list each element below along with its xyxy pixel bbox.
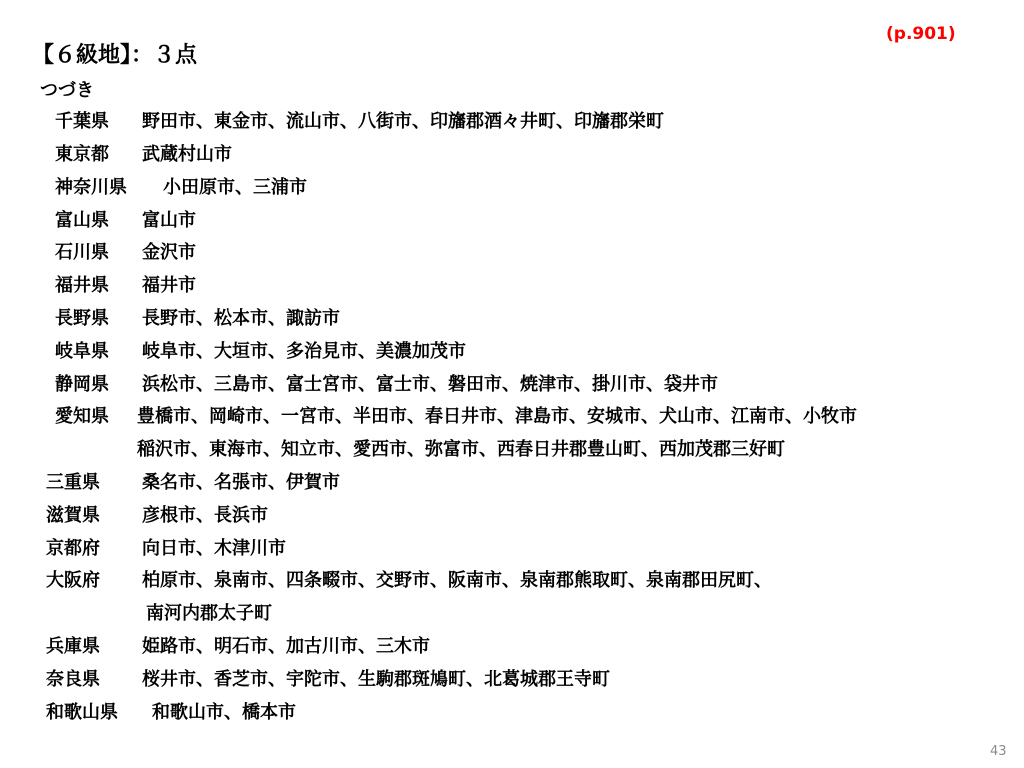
city-list: 野田市、東金市、流山市、八街市、印旛郡酒々井町、印旛郡栄町 (142, 111, 664, 132)
prefecture-name: 奈良県 (46, 669, 100, 690)
prefecture-name: 和歌山県 (46, 702, 118, 723)
city-list: 和歌山市、橋本市 (152, 702, 296, 723)
prefecture-name: 長野県 (55, 308, 109, 329)
city-list: 金沢市 (142, 242, 196, 263)
prefecture-name: 滋賀県 (46, 505, 100, 526)
city-list: 彦根市、長浜市 (142, 505, 268, 526)
prefecture-name: 石川県 (55, 242, 109, 263)
prefecture-name: 福井県 (55, 275, 109, 296)
city-list: 小田原市、三浦市 (163, 177, 307, 198)
prefecture-name: 三重県 (46, 472, 100, 493)
city-list: 富山市 (142, 210, 196, 231)
city-list: 桜井市、香芝市、宇陀市、生駒郡斑鳩町、北葛城郡王寺町 (142, 669, 610, 690)
prefecture-name: 富山県 (55, 210, 109, 231)
section-heading: 【６級地】：３点 (32, 43, 198, 68)
prefecture-name: 岐阜県 (55, 341, 109, 362)
prefecture-name: 大阪府 (46, 570, 100, 591)
continued-label: つづき (40, 80, 94, 101)
city-list: 柏原市、泉南市、四条畷市、交野市、阪南市、泉南郡熊取町、泉南郡田尻町、 (142, 570, 772, 591)
prefecture-name: 愛知県 (55, 406, 109, 427)
city-list: 福井市 (142, 275, 196, 296)
city-list: 稲沢市、東海市、知立市、愛西市、弥富市、西春日井郡豊山町、西加茂郡三好町 (137, 439, 785, 460)
city-list: 武蔵村山市 (142, 144, 232, 165)
city-list: 姫路市、明石市、加古川市、三木市 (142, 636, 430, 657)
city-list: 桑名市、名張市、伊賀市 (142, 472, 340, 493)
city-list: 向日市、木津川市 (142, 538, 286, 559)
prefecture-name: 静岡県 (55, 374, 109, 395)
page-reference: (p.901) (886, 24, 956, 44)
prefecture-name: 神奈川県 (55, 177, 127, 198)
slide-number: 43 (990, 744, 1007, 759)
city-list: 豊橋市、岡崎市、一宮市、半田市、春日井市、津島市、安城市、犬山市、江南市、小牧市 (137, 406, 857, 427)
city-list: 南河内郡太子町 (146, 603, 272, 624)
prefecture-name: 東京都 (55, 144, 109, 165)
city-list: 岐阜市、大垣市、多治見市、美濃加茂市 (142, 341, 466, 362)
city-list: 長野市、松本市、諏訪市 (142, 308, 340, 329)
prefecture-name: 千葉県 (55, 111, 109, 132)
prefecture-name: 京都府 (46, 538, 100, 559)
prefecture-name: 兵庫県 (46, 636, 100, 657)
city-list: 浜松市、三島市、富士宮市、富士市、磐田市、焼津市、掛川市、袋井市 (142, 374, 718, 395)
